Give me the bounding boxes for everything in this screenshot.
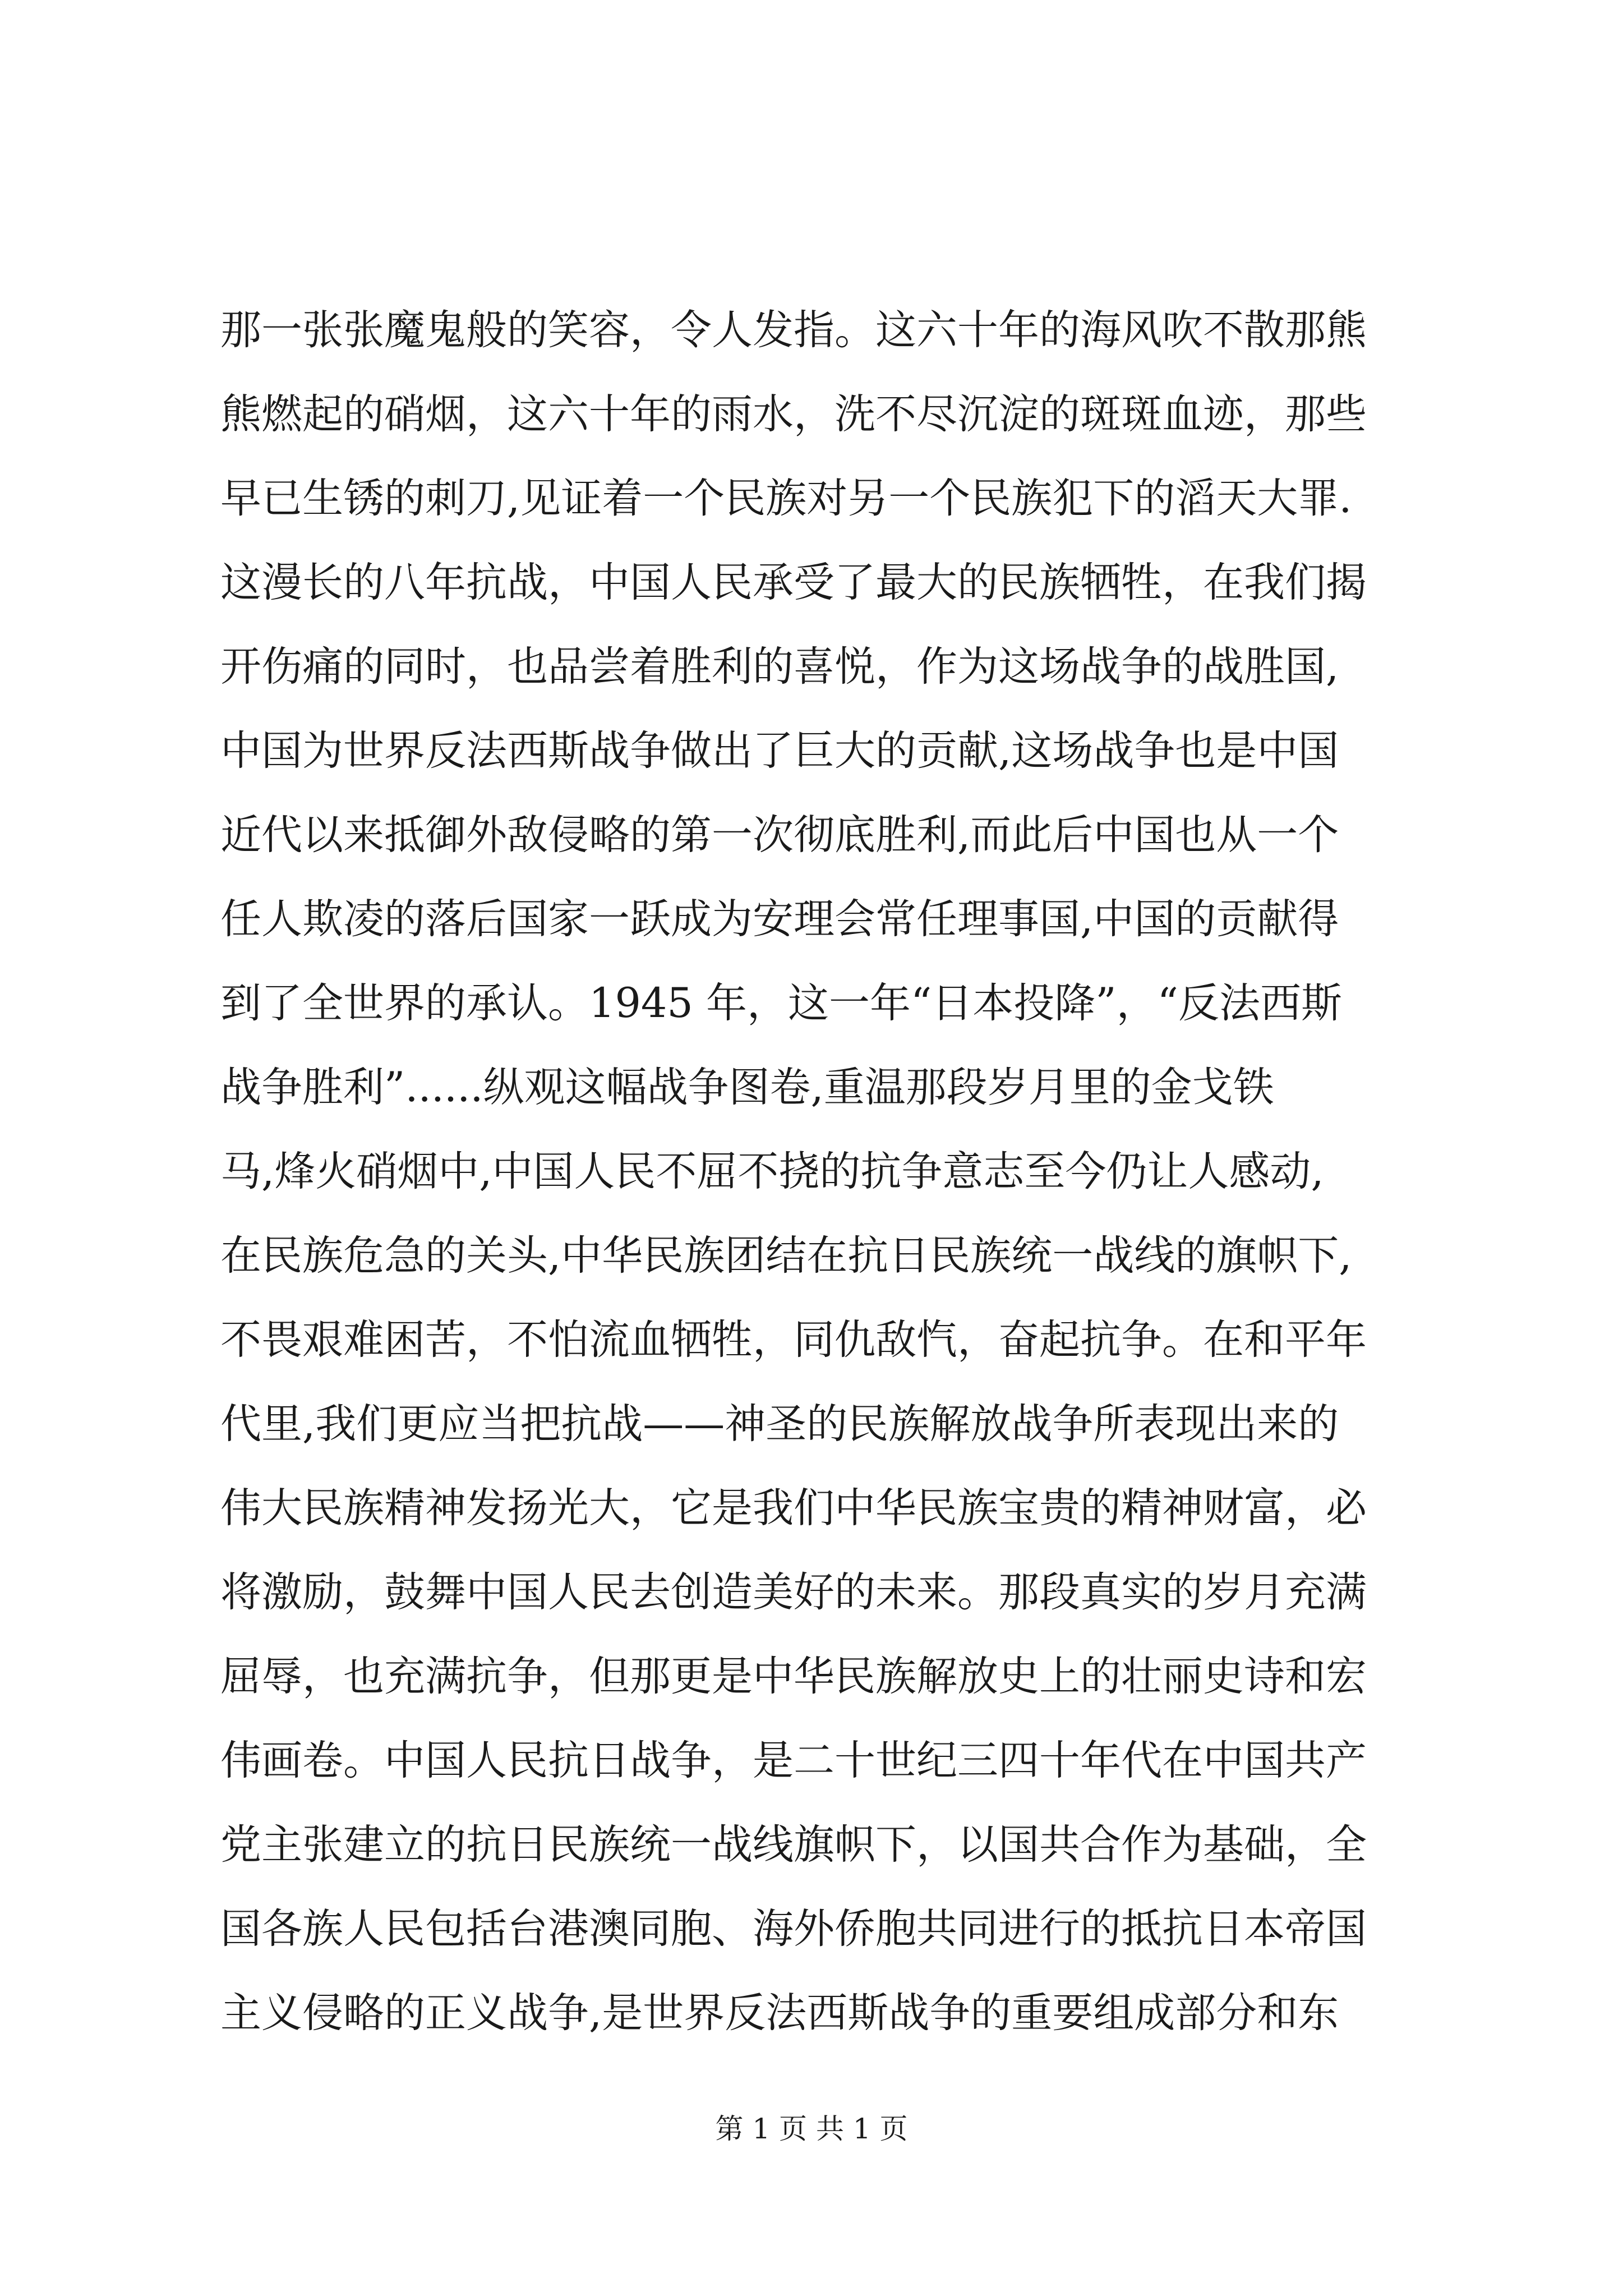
text-line: 开伤痛的同时，也品尝着胜利的喜悦，作为这场战争的战胜国, [220, 643, 1339, 691]
page-footer: 第 1 页 共 1 页 [715, 2113, 908, 2145]
text-line: 主义侵略的正义战争,是世界反法西斯战争的重要组成部分和东 [220, 1989, 1339, 2037]
text-line: 任人欺凌的落后国家一跃成为安理会常任理事国,中国的贡献得 [220, 895, 1339, 943]
text-line: 国各族人民包括台港澳同胞、海外侨胞共同进行的抵抗日本帝国 [220, 1905, 1367, 1953]
text-line: 早已生锈的刺刀,见证着一个民族对另一个民族犯下的滔天大罪. [220, 475, 1352, 522]
text-line: 这漫长的八年抗战，中国人民承受了最大的民族牺牲，在我们揭 [220, 559, 1367, 606]
text-line: 马,烽火硝烟中,中国人民不屈不挠的抗争意志至今仍让人感动, [220, 1148, 1324, 1195]
text-line: 党主张建立的抗日民族统一战线旗帜下，以国共合作为基础，全 [220, 1821, 1367, 1869]
text-line: 近代以来抵御外敌侵略的第一次彻底胜利,而此后中国也从一个 [220, 811, 1339, 859]
body-text [220, 288, 1409, 2055]
text-line: 中国为世界反法西斯战争做出了巨大的贡献,这场战争也是中国 [220, 727, 1339, 775]
text-line: 在民族危急的关头,中华民族团结在抗日民族统一战线的旗帜下, [220, 1232, 1352, 1280]
text-line: 熊燃起的硝烟，这六十年的雨水，洗不尽沉淀的斑斑血迹，那些 [220, 390, 1367, 438]
text-line: 屈辱，也充满抗争，但那更是中华民族解放史上的壮丽史诗和宏 [220, 1653, 1367, 1700]
text-line: 代里,我们更应当把抗战——神圣的民族解放战争所表现出来的 [220, 1400, 1339, 1448]
text-line: 不畏艰难困苦，不怕流血牺牲，同仇敌忾，奋起抗争。在和平年 [220, 1316, 1367, 1364]
text-line: 将激励，鼓舞中国人民去创造美好的未来。那段真实的岁月充满 [220, 1568, 1367, 1616]
text-line: 伟大民族精神发扬光大，它是我们中华民族宝贵的精神财富，必 [220, 1484, 1367, 1532]
text-line: 战争胜利”......纵观这幅战争图卷,重温那段岁月里的金戈铁 [220, 1064, 1274, 1111]
text-line: 到了全世界的承认。1945 年，这一年“日本投降”，“反法西斯 [220, 979, 1342, 1027]
text-line: 那一张张魔鬼般的笑容，令人发指。这六十年的海风吹不散那熊 [220, 306, 1367, 354]
text-line: 伟画卷。中国人民抗日战争，是二十世纪三四十年代在中国共产 [220, 1737, 1367, 1784]
